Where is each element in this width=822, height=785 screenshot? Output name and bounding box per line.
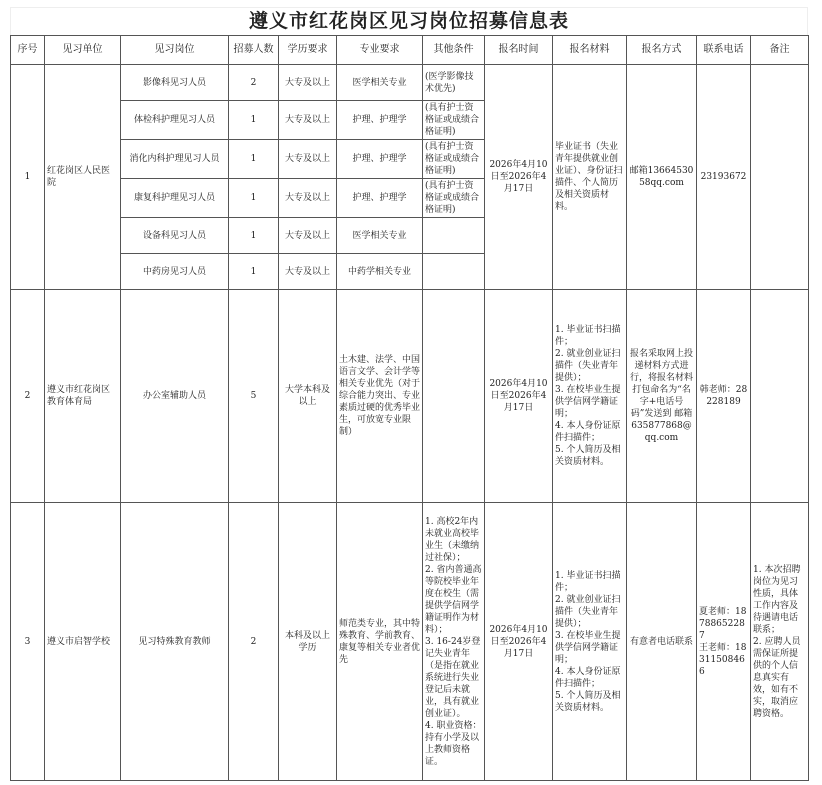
major-requirement: 医学相关专业 — [337, 65, 423, 101]
registration-method: 有意者电话联系 — [627, 503, 697, 781]
column-header: 招募人数 — [229, 36, 279, 65]
other-conditions: (具有护士资格证或成绩合格证明) — [423, 179, 485, 218]
header-row — [11, 36, 809, 65]
education-requirement: 大专及以上 — [279, 254, 337, 290]
recruit-count: 1 — [229, 218, 279, 254]
other-conditions — [423, 218, 485, 254]
unit-name: 遵义市红花岗区教育体育局 — [45, 290, 121, 503]
row-number: 1 — [11, 65, 45, 290]
education-requirement: 大专及以上 — [279, 140, 337, 179]
major-requirement: 师范类专业，其中特殊教育、学前教育、康复等相关专业者优先 — [337, 503, 423, 781]
recruit-count: 5 — [229, 290, 279, 503]
education-requirement: 大专及以上 — [279, 179, 337, 218]
registration-materials: 1. 毕业证书扫描件； 2. 就业创业证扫描件（失业青年提供）； 3. 在校毕业生提供学信网学籍证明； 4. 本人身份证原件扫描件； 5. 个人简历及相关资质材料。 — [553, 503, 627, 781]
recruit-count: 2 — [229, 503, 279, 781]
education-requirement: 本科及以上学历 — [279, 503, 337, 781]
column-header: 专业要求 — [337, 36, 423, 65]
column-header: 其他条件 — [423, 36, 485, 65]
column-header: 备注 — [751, 36, 809, 65]
row-number: 3 — [11, 503, 45, 781]
recruitment-table — [10, 35, 809, 781]
education-requirement: 大学本科及以上 — [279, 290, 337, 503]
major-requirement: 护理、护理学 — [337, 101, 423, 140]
education-requirement: 大专及以上 — [279, 65, 337, 101]
contact-phone: 23193672 — [697, 65, 751, 290]
other-conditions — [423, 254, 485, 290]
recruit-count: 1 — [229, 140, 279, 179]
registration-materials: 1. 毕业证书扫描件； 2. 就业创业证扫描件（失业青年提供）； 3. 在校毕业生提供学信网学籍证明； 4. 本人身份证原件扫描件； 5. 个人简历及相关资质材料。 — [553, 290, 627, 503]
registration-time: 2026年4月10日至2026年4月17日 — [485, 503, 553, 781]
recruit-count: 1 — [229, 254, 279, 290]
column-header: 序号 — [11, 36, 45, 65]
table-row — [11, 503, 809, 781]
table-row — [11, 290, 809, 503]
remarks — [751, 65, 809, 290]
column-header: 报名方式 — [627, 36, 697, 65]
contact-phone: 夏老师：18788652287 王老师：18311508466 — [697, 503, 751, 781]
remarks: 1. 本次招聘岗位为见习性质，具体工作内容及待遇请电话联系； 2. 应聘人员需保证所提供的个人信息真实有效，如有不实，取消应聘资格。 — [751, 503, 809, 781]
column-header: 见习单位 — [45, 36, 121, 65]
remarks — [751, 290, 809, 503]
column-header: 学历要求 — [279, 36, 337, 65]
column-header: 联系电话 — [697, 36, 751, 65]
position-name: 设备科见习人员 — [121, 218, 229, 254]
other-conditions: (具有护士资格证或成绩合格证明) — [423, 101, 485, 140]
registration-time: 2026年4月10日至2026年4月17日 — [485, 65, 553, 290]
position-name: 消化内科护理见习人员 — [121, 140, 229, 179]
other-conditions — [423, 290, 485, 503]
position-name: 影像科见习人员 — [121, 65, 229, 101]
recruitment-sheet — [10, 7, 808, 781]
registration-method: 邮箱1366453058qq.com — [627, 65, 697, 290]
position-name: 中药房见习人员 — [121, 254, 229, 290]
major-requirement: 护理、护理学 — [337, 140, 423, 179]
major-requirement: 医学相关专业 — [337, 218, 423, 254]
recruit-count: 1 — [229, 179, 279, 218]
contact-phone: 韩老师：28228189 — [697, 290, 751, 503]
major-requirement: 中药学相关专业 — [337, 254, 423, 290]
major-requirement: 护理、护理学 — [337, 179, 423, 218]
sheet-title: 遵义市红花岗区见习岗位招募信息表 — [10, 7, 808, 35]
registration-materials: 毕业证书（失业青年提供就业创业证）、身份证扫描件、个人简历及相关资质材料。 — [553, 65, 627, 290]
registration-time: 2026年4月10日至2026年4月17日 — [485, 290, 553, 503]
other-conditions: (医学影像技术优先) — [423, 65, 485, 101]
column-header: 见习岗位 — [121, 36, 229, 65]
registration-method: 报名采取网上投递材料方式进行，将报名材料打包命名为“名字+电话号码”发送到 邮箱635877868@qq.com — [627, 290, 697, 503]
position-name: 体检科护理见习人员 — [121, 101, 229, 140]
education-requirement: 大专及以上 — [279, 218, 337, 254]
other-conditions: 1. 高校2年内未就业高校毕业生（未缴纳过社保）； 2. 省内普通高等院校毕业年度在校生（需提供学信网学籍证明作为材料）； 3. 16-24岁登记失业青年（是指在就业系统进行失业登记后未就业，具有就业创业证）。 4. 职业资格：持有小学及以上教师资格证。 — [423, 503, 485, 781]
position-name: 办公室辅助人员 — [121, 290, 229, 503]
other-conditions: (具有护士资格证或成绩合格证明) — [423, 140, 485, 179]
major-requirement: 土木建、法学、中国语言文学、会计学等相关专业优先（对于综合能力突出、专业素质过硬的优秀毕业生，可放宽专业限制） — [337, 290, 423, 503]
unit-name: 遵义市启智学校 — [45, 503, 121, 781]
unit-name: 红花岗区人民医院 — [45, 65, 121, 290]
position-name: 见习特殊教育教师 — [121, 503, 229, 781]
position-name: 康复科护理见习人员 — [121, 179, 229, 218]
recruit-count: 2 — [229, 65, 279, 101]
table-row — [11, 65, 809, 101]
row-number: 2 — [11, 290, 45, 503]
column-header: 报名材料 — [553, 36, 627, 65]
column-header: 报名时间 — [485, 36, 553, 65]
education-requirement: 大专及以上 — [279, 101, 337, 140]
recruit-count: 1 — [229, 101, 279, 140]
